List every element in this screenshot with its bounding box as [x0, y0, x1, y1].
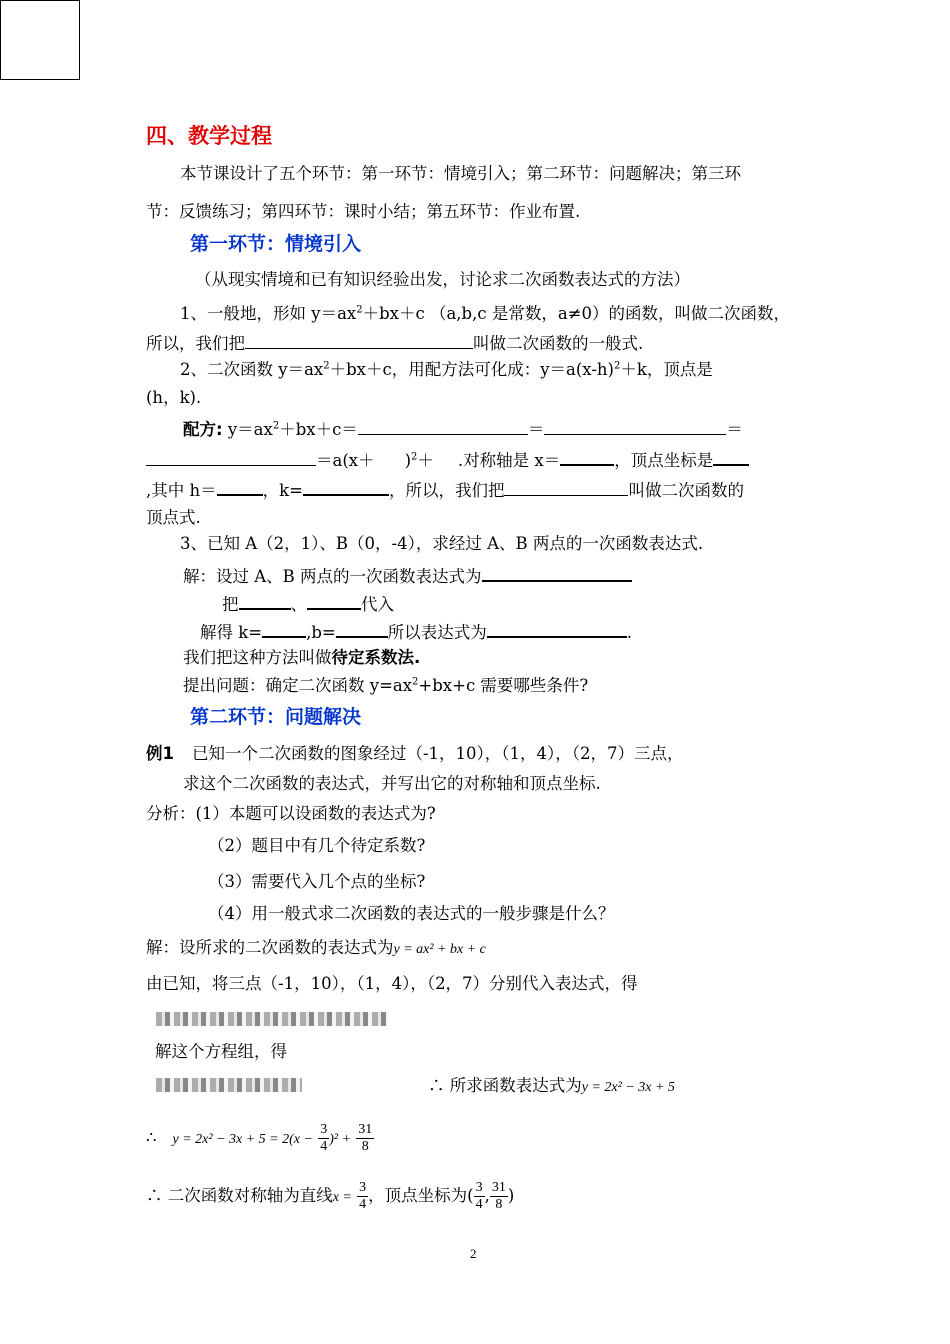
- item1-line-1: 1、一般地，形如 $y=ax^2+bx+c$ （a,b,c 是常数，a≠0）的函数，叫做二次函数，: [180, 304, 790, 323]
- peifang-line-4: 顶点式.: [146, 508, 201, 527]
- result-expression: ∴ 所求函数表达式为y = 2x² − 3x + 5: [428, 1076, 675, 1095]
- peifang-line-3: ,其中 h＝ ，k= ，所以，我们把 叫做二次函数的: [146, 476, 744, 503]
- peifang-line-1: 配方: $y=ax^2+bx+c=$ ＝ ＝: [183, 416, 743, 442]
- solution-line-2: 把 、 代入: [222, 590, 394, 617]
- example-line-1: 例1 已知一个二次函数的图象经过（-1，10），（1，4），（2，7）三点，: [146, 744, 684, 763]
- solution2-line-2: 由已知，将三点（-1，10），（1，4），（2，7）分别代入表达式，得: [146, 974, 638, 993]
- solution2-line-1: 解：设所求的二次函数的表达式为y = ax² + bx + c: [146, 938, 486, 957]
- solution-line-1: 解：设过 A、B 两点的一次函数表达式为: [183, 562, 632, 589]
- fraction-vertex-y: $\frac{31}{8}$: [491, 1180, 506, 1212]
- analysis-2: （2）题目中有几个待定系数?: [208, 836, 426, 855]
- item3: 3、已知 A（2，1）、B（0，-4），求经过 A、B 两点的一次函数表达式.: [180, 534, 704, 553]
- fraction-3-4: $\frac{3}{4}$: [320, 1122, 328, 1154]
- vertex-form-line: ∴ y = 2x² − 3x + 5 = 2(x − $\frac{3}{4}$ )² + $\frac{31}{8}$: [146, 1122, 373, 1154]
- corner-box: [0, 0, 80, 80]
- example-line-2: 求这个二次函数的表达式，并写出它的对称轴和顶点坐标.: [183, 774, 601, 793]
- analysis-4: （4）用一般式求二次函数的表达式的一般步骤是什么？: [208, 904, 615, 923]
- solution-line-3: 解得 k= ,b= 所以表达式为 .: [200, 618, 632, 645]
- fraction-31-8: $\frac{31}{8}$: [358, 1122, 373, 1154]
- part1-note: （从现实情境和已有知识经验出发，讨论求二次函数表达式的方法）: [195, 270, 690, 289]
- page-number: 2: [470, 1246, 477, 1261]
- part1-title: 第一环节：情境引入: [190, 233, 362, 255]
- axis-vertex-line: ∴ 二次函数对称轴为直线x = $\frac{3}{4}$ ，顶点坐标为( $\frac{3}{4}$ , $\frac{31}{8}$ ): [146, 1180, 515, 1212]
- peifang-line-2: $=a(x+ )^2+$ .对称轴是 x＝ ，顶点坐标是: [146, 446, 749, 473]
- intro-line-2: 节：反馈练习；第四环节：课时小结；第五环节：作业布置.: [146, 202, 581, 221]
- solution2-line-3: 解这个方程组，得: [155, 1042, 287, 1061]
- fraction-vertex-x: $\frac{3}{4}$: [475, 1180, 483, 1212]
- solution-values-image: [156, 1078, 302, 1092]
- section-title: 四、教学过程: [146, 124, 272, 148]
- question-line: 提出问题：确定二次函数 $y=ax^2+bx+c$ 需要哪些条件?: [183, 676, 589, 695]
- analysis-3: （3）需要代入几个点的坐标?: [208, 872, 426, 891]
- part2-title: 第二环节：问题解决: [190, 706, 362, 728]
- fraction-axis: $\frac{3}{4}$: [359, 1180, 367, 1212]
- item2-line-2: (h，k).: [146, 388, 202, 407]
- method-line: 我们把这种方法叫做待定系数法.: [183, 648, 421, 667]
- analysis-1: 分析：(1）本题可以设函数的表达式为?: [146, 804, 436, 823]
- item1-line-2: 所以，我们把 叫做二次函数的一般式.: [146, 330, 643, 356]
- item2-line-1: 2、二次函数 $y=ax^2+bx+c$，用配方法可化成：$y=a(x-h)^2+k$，顶点是: [180, 360, 713, 379]
- equation-system-image: [156, 1012, 388, 1026]
- intro-line-1: 本节课设计了五个环节：第一环节：情境引入；第二环节：问题解决；第三环: [180, 164, 741, 183]
